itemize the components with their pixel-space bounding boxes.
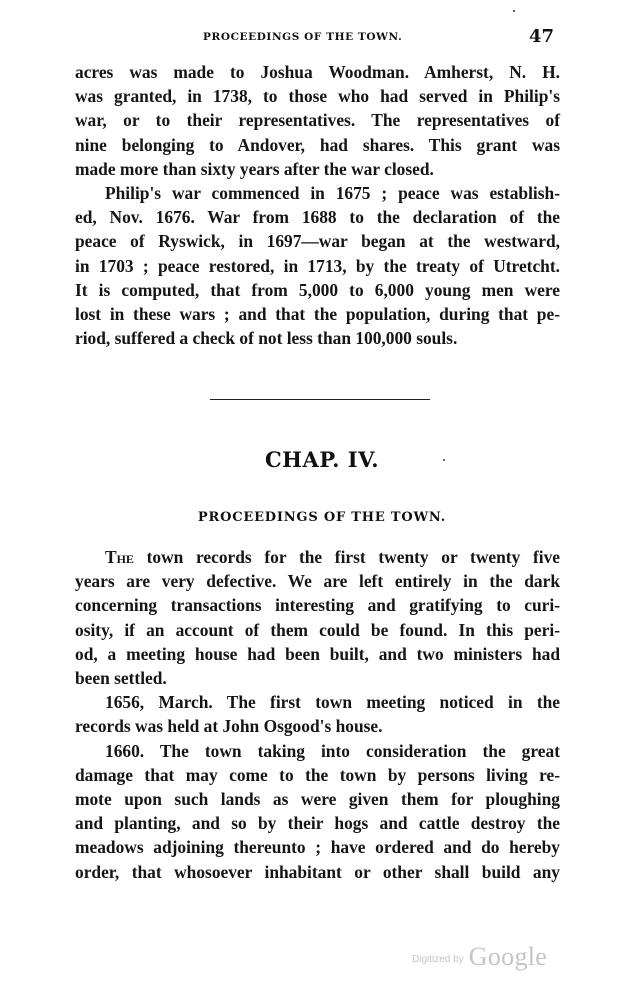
text-line: was granted, in 1738, to those who had served in Philip's [75,86,560,107]
google-logo-text: Google [468,942,548,971]
text-line: records was held at John Osgood's house. [75,716,383,737]
paragraph [75,690,560,738]
paragraph [75,60,560,181]
text-line: ed, Nov. 1676. War from 1688 to the declaration of the [75,207,560,228]
text-block-wars [75,181,560,350]
chapter-title: CHAP. IV. [264,447,380,472]
running-head [75,28,560,48]
section-divider-rule [210,399,430,400]
text-line: 1660. The town taking into consideration the great [105,740,560,761]
text-line: osity, if an account of them could be found. In this peri- [75,619,560,640]
print-speck [513,10,515,12]
running-head-title: PROCEEDINGS OF THE TOWN. [203,31,403,43]
text-line: Philip's war commenced in 1675 ; peace was establish- [105,183,560,203]
text-line: made more than sixty years after the war closed. [75,158,434,179]
paragraph [75,739,560,884]
text-line: war, or to their representatives. The representatives of [75,110,560,131]
page-number: 47 [528,26,554,47]
text-line: lost in these wars ; and that the population, during that pe- [75,304,560,325]
text-line: damage that may come to the town by persons living re- [75,764,560,785]
text-line: riod, suffered a check of not less than 100,000 souls. [75,328,458,349]
text-line: acres was made to Joshua Woodman. Amherst, N. H. [75,62,560,82]
print-speck [443,459,445,461]
text-line: years are very defective. We are left entirely in the dark [75,571,560,592]
text-line: been settled. [75,668,167,689]
digitized-by-google-watermark [412,942,547,972]
text-line: It is computed, that from 5,000 to 6,000 young men were [75,279,560,300]
paragraph [75,181,560,350]
text-line: in 1703 ; peace restored, in 1713, by the treaty of Utretcht. [75,255,560,276]
text-line: 1656, March. The first town meeting noticed in the [105,692,560,713]
text-block-proceedings [75,545,560,884]
drop-word: The [105,547,134,567]
text-line: order, that whosoever inhabitant or other shall build any [75,861,560,882]
text-line: meadows adjoining thereunto ; have ordered and do hereby [75,837,560,858]
watermark-prefix: Digitized by [412,954,464,965]
text-line: peace of Ryswick, in 1697—war began at the westward, [75,231,560,252]
text-line: and planting, and so by their hogs and cattle destroy the [75,813,560,834]
paragraph [75,545,560,690]
text-line: od, a meeting house had been built, and two ministers had [75,643,560,664]
text-fragment: town records for the first twenty or twenty five [133,547,560,567]
text-block-continuation [75,60,560,181]
text-line: mote upon such lands as were given them for ploughing [75,789,560,810]
text-line: nine belonging to Andover, had shares. This grant was [75,134,560,155]
text-line [75,545,560,569]
section-title: PROCEEDINGS OF THE TOWN. [197,510,447,525]
text-line: concerning transactions interesting and gratifying to curi- [75,595,560,616]
